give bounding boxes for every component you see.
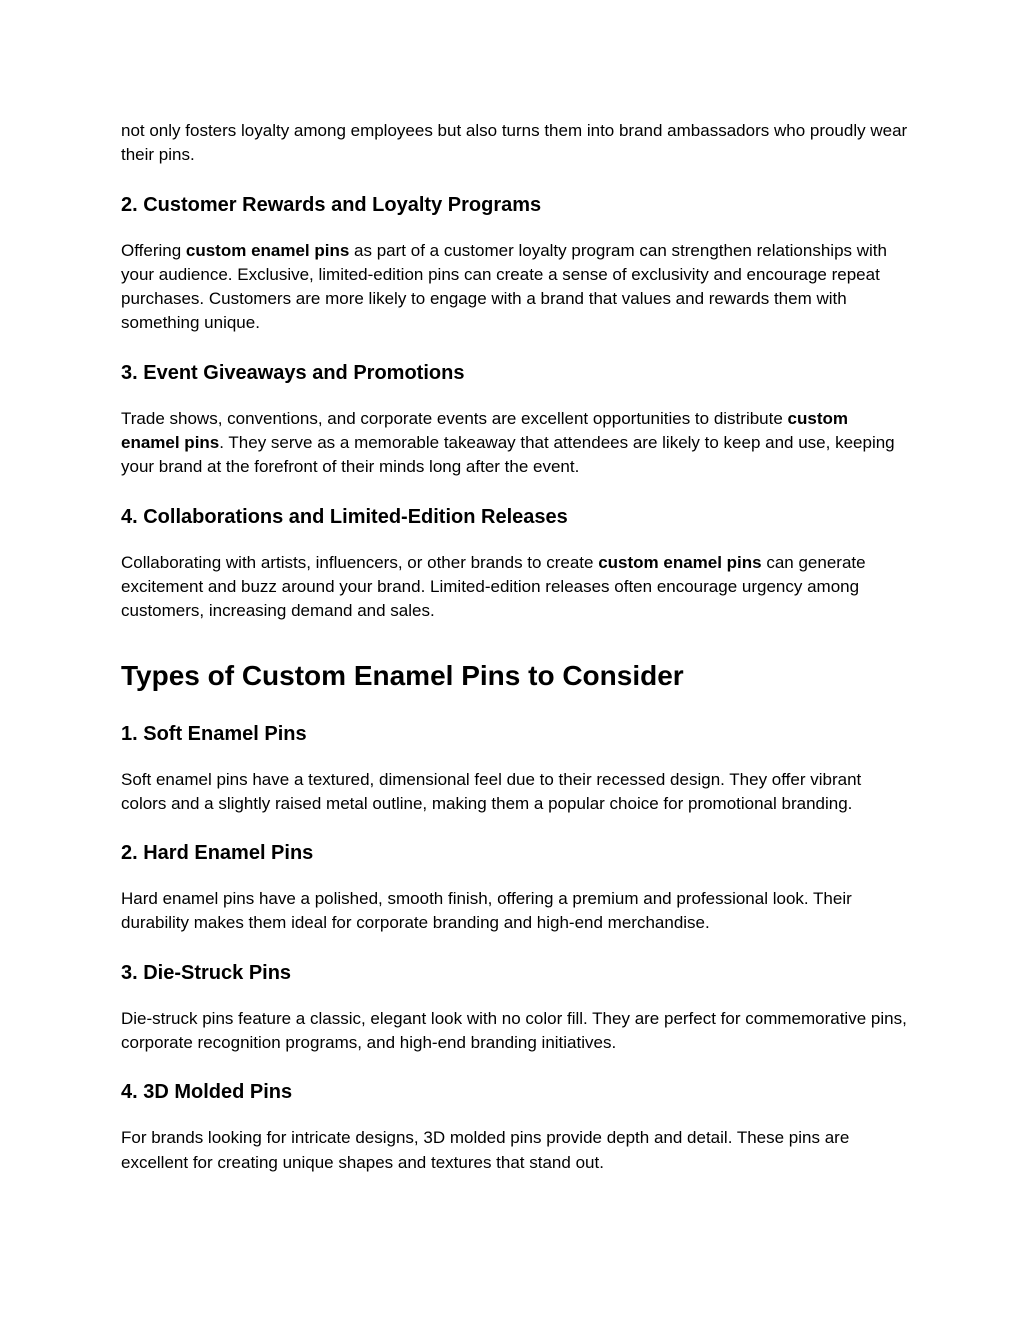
intro-text: not only fosters loyalty among employees but also turns them into brand ambassadors who proudly wear their pins.: [121, 121, 908, 165]
paragraph-die-struck: Die-struck pins feature a classic, elegant look with no color fill. They are perfect for commemorative pins, corporate recognition programs, and high-end branding initiatives.: [121, 1008, 907, 1053]
paragraph-collaborations: [121, 551, 911, 624]
section-heading-hard-enamel: 2. Hard Enamel Pins: [121, 842, 314, 865]
section-heading-soft-enamel: 1. Soft Enamel Pins: [121, 722, 307, 745]
text-run: can generate excitement and buzz around your brand. Limited-edition releases often encourage urgency among customers, increasing demand and sales.: [121, 552, 866, 621]
text-run: Trade shows, conventions, and corporate events are excellent opportunities to distribute: [121, 408, 788, 428]
bold-keyword: custom enamel pins: [185, 240, 350, 260]
section-heading-event-giveaways: 3. Event Giveaways and Promotions: [121, 361, 465, 384]
text-run: . They serve as a memorable takeaway that attendees are likely to keep and use, keeping your brand at the forefront of their minds long after the event.: [121, 433, 895, 477]
section-title-types: Types of Custom Enamel Pins to Consider: [121, 659, 684, 691]
text-run: Offering: [121, 240, 186, 260]
paragraph-hard-enamel: Hard enamel pins have a polished, smooth finish, offering a premium and professional look. Their durability makes them ideal for corporate branding and high-end merchandise.: [121, 889, 852, 933]
paragraph-soft-enamel: Soft enamel pins have a textured, dimensional feel due to their recessed design. They offer vibrant colors and a slightly raised metal outline, making them a popular choice for promotional branding.: [121, 769, 862, 813]
section-heading-collaborations: 4. Collaborations and Limited-Edition Releases: [121, 505, 568, 528]
paragraph-event-giveaways: [121, 407, 911, 480]
text-run: as part of a customer loyalty program can strengthen relationships with your audience. Exclusive, limited-edition pins can create a sense of exclusivity and encourage repeat purchases. Customers are more likely to engage with a brand that values and rewards them with something unique.: [121, 240, 887, 333]
document-page: [121, 119, 911, 1175]
section-heading-die-struck: 3. Die-Struck Pins: [121, 961, 292, 984]
intro-paragraph: [121, 119, 911, 168]
section-heading-3d-molded: 4. 3D Molded Pins: [121, 1081, 293, 1104]
bold-keyword: custom enamel pins: [121, 408, 848, 453]
bold-keyword: custom enamel pins: [598, 552, 762, 572]
paragraph-customer-rewards: [121, 239, 911, 336]
section-heading-customer-rewards: 2. Customer Rewards and Loyalty Programs: [121, 193, 542, 216]
text-run: Collaborating with artists, influencers, or other brands to create: [121, 552, 599, 572]
paragraph-3d-molded: For brands looking for intricate designs, 3D molded pins provide depth and detail. These pins are excellent for creating unique shapes and textures that stand out.: [121, 1128, 850, 1172]
